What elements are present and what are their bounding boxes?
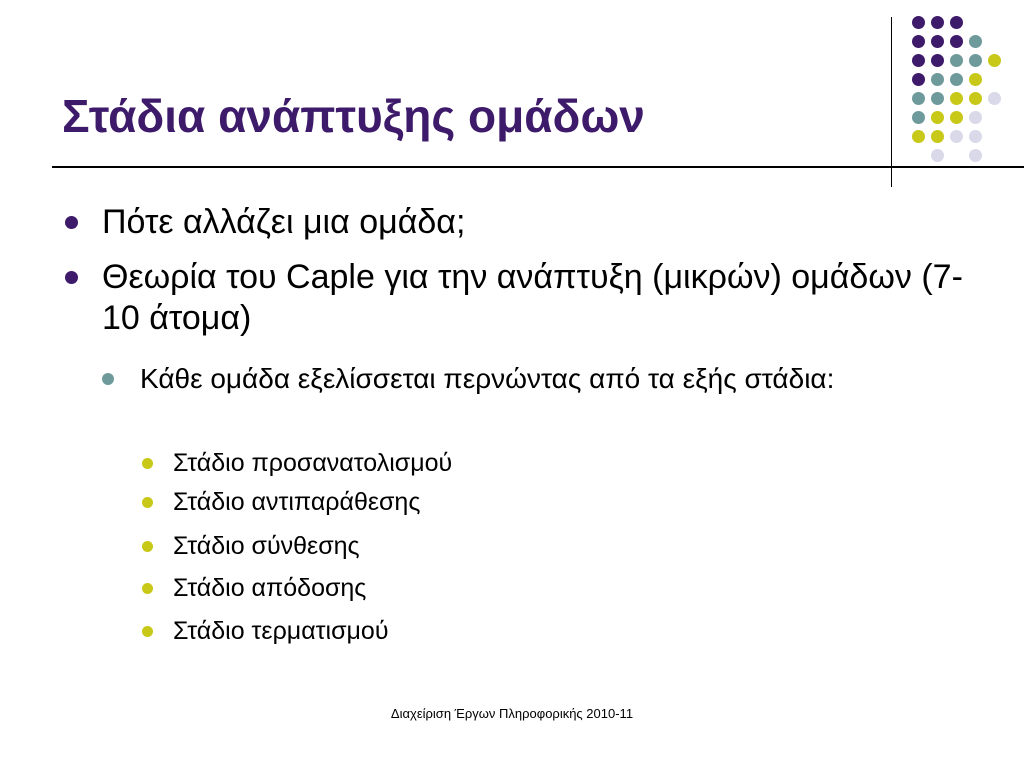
bullet-dot-icon <box>65 216 78 229</box>
sub-sub-bullet-item <box>173 530 973 562</box>
bullet-text: Στάδιο σύνθεσης <box>173 532 360 560</box>
bullet-text: Στάδιο τερματισμού <box>173 617 389 645</box>
sub-bullet-item <box>140 361 980 396</box>
sub-sub-bullet-item <box>173 486 973 518</box>
bullet-item <box>102 202 982 243</box>
slide-title: Στάδια ανάπτυξης ομάδων <box>62 90 645 142</box>
bullet-dot-icon <box>142 583 153 594</box>
bullet-dot-icon <box>142 626 153 637</box>
bullet-dot-icon <box>102 373 114 385</box>
bullet-dot-icon <box>142 541 153 552</box>
bullet-text: Κάθε ομάδα εξελίσσεται περνώντας από τα εξής στάδια: <box>140 363 835 394</box>
bullet-text: Στάδιο προσανατολισμού <box>173 449 453 477</box>
bullet-text: Θεωρία του Caple για την ανάπτυξη (μικρών) ομάδων (7-10 άτομα) <box>102 258 963 337</box>
bullet-item <box>102 257 982 339</box>
sub-sub-bullet-item <box>173 615 973 647</box>
bullet-text: Στάδιο αντιπαράθεσης <box>173 488 421 516</box>
sub-sub-bullet-item <box>173 572 973 604</box>
bullet-dot-icon <box>142 458 153 469</box>
bullet-dot-icon <box>65 271 78 284</box>
bullet-dot-icon <box>142 497 153 508</box>
sub-sub-bullet-item <box>173 447 973 479</box>
bullet-text: Πότε αλλάζει μια ομάδα; <box>102 203 466 241</box>
bullet-text: Στάδιο απόδοσης <box>173 574 367 602</box>
slide-footer: Διαχείριση Έργων Πληροφορικής 2010-11 <box>390 706 634 721</box>
